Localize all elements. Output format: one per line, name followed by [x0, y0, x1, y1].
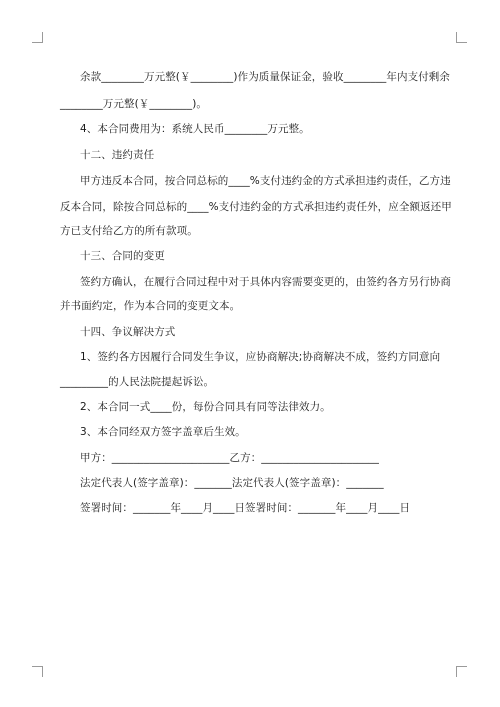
text-line-breach-party-b: 反本合同，除按合同总标的____%支付违约金的方式承担违约责任外，应全额返还甲 [60, 201, 452, 213]
text-line-change-written: 并书面约定，作为本合同的变更文本。 [60, 300, 241, 312]
text-line-balance-payment: 余款________万元整(￥________)作为质量保证金，验收________年内支付剩余 [80, 71, 450, 83]
text-line-dispute-negotiate: 1、签约各方因履行合同发生争议，应协商解决;协商解决不成，签约方同意向 [80, 351, 441, 363]
text-line-effective: 3、本合同经双方签字盖章后生效。 [80, 426, 246, 438]
crop-mark-top-right [456, 32, 467, 43]
section-heading-breach: 十二、违约责任 [80, 149, 155, 161]
section-heading-change: 十三、合同的变更 [80, 250, 165, 262]
text-line-breach-refund: 方已支付给乙方的所有款项。 [60, 225, 198, 237]
text-line-balance-payment-cont: ________万元整(￥________)。 [60, 98, 207, 110]
crop-mark-top-left [32, 32, 43, 43]
text-line-change-confirm: 签约方确认，在履行合同过程中对于具体内容需要变更的，由签约各方另行协商 [80, 276, 451, 288]
crop-mark-bottom-right [456, 666, 467, 677]
signature-line-dates: 签署时间：_______年____月____日签署时间：_______年____月____日 [80, 502, 411, 514]
text-line-breach-party-a: 甲方违反本合同，按合同总标的____%支付违约金的方式承担违约责任，乙方违 [80, 175, 451, 187]
text-line-dispute-court: _________的人民法院提起诉讼。 [60, 376, 215, 388]
section-heading-dispute: 十四、争议解决方式 [80, 326, 176, 338]
crop-mark-bottom-left [32, 666, 43, 677]
signature-line-representatives: 法定代表人(签字盖章)：_______法定代表人(签字盖章)：_______ [80, 477, 384, 489]
text-line-copies: 2、本合同一式____份，每份合同具有同等法律效力。 [80, 401, 331, 413]
signature-line-parties: 甲方：______________________乙方：______________________ [80, 452, 379, 464]
text-line-contract-fee: 4、本合同费用为：系统人民币________万元整。 [80, 123, 310, 135]
